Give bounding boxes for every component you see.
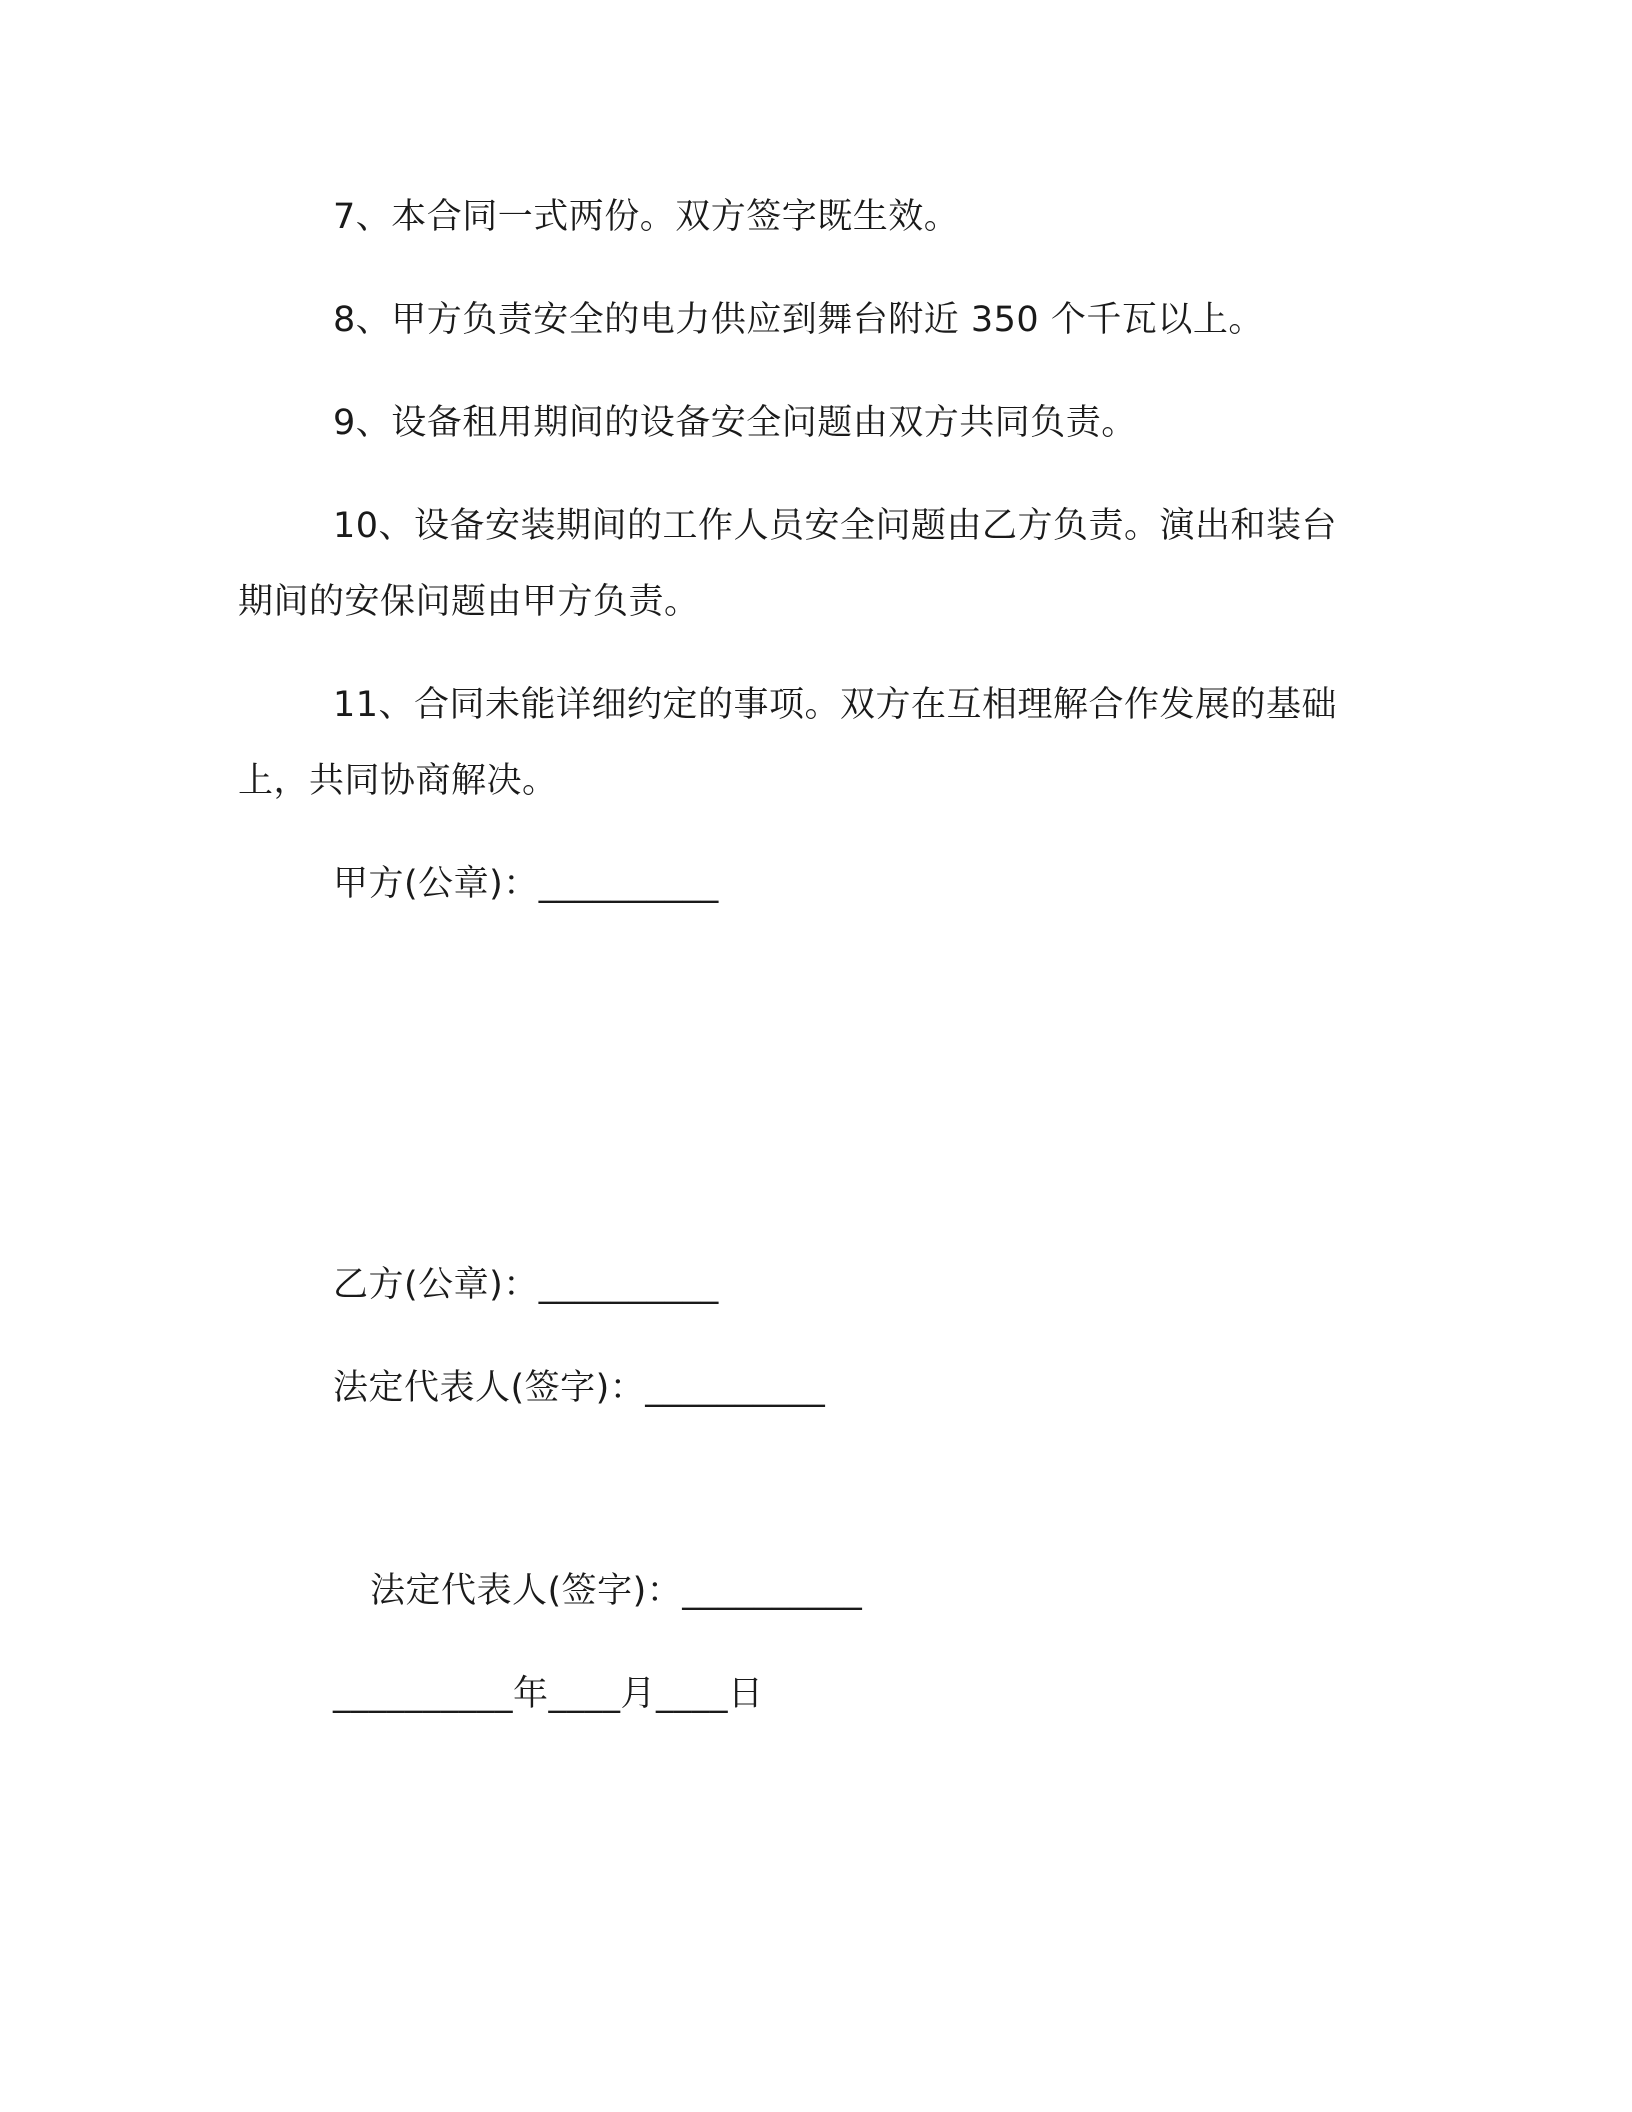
party-b-seal-line: 乙方(公章)：__________ [333, 1265, 719, 1305]
legal-representative-signature-line-2: 法定代表人(签字)：__________ [370, 1571, 863, 1611]
party-a-seal-line: 甲方(公章)：__________ [333, 864, 719, 904]
date-line: __________年____月____日 [333, 1674, 764, 1714]
clause-10-line-1: 10、设备安装期间的工作人员安全问题由乙方负责。演出和装台 [333, 506, 1338, 546]
clause-9: 9、设备租用期间的设备安全问题由双方共同负责。 [333, 403, 1137, 443]
clause-7: 7、本合同一式两份。双方签字既生效。 [333, 197, 960, 237]
legal-representative-signature-line: 法定代表人(签字)：__________ [333, 1368, 826, 1408]
clause-11-line-1: 11、合同未能详细约定的事项。双方在互相理解合作发展的基础 [333, 685, 1338, 725]
clause-11-line-2: 上，共同协商解决。 [238, 761, 558, 801]
clause-10-line-2: 期间的安保问题由甲方负责。 [238, 582, 700, 622]
clause-8: 8、甲方负责安全的电力供应到舞台附近 350 个千瓦以上。 [333, 300, 1264, 340]
